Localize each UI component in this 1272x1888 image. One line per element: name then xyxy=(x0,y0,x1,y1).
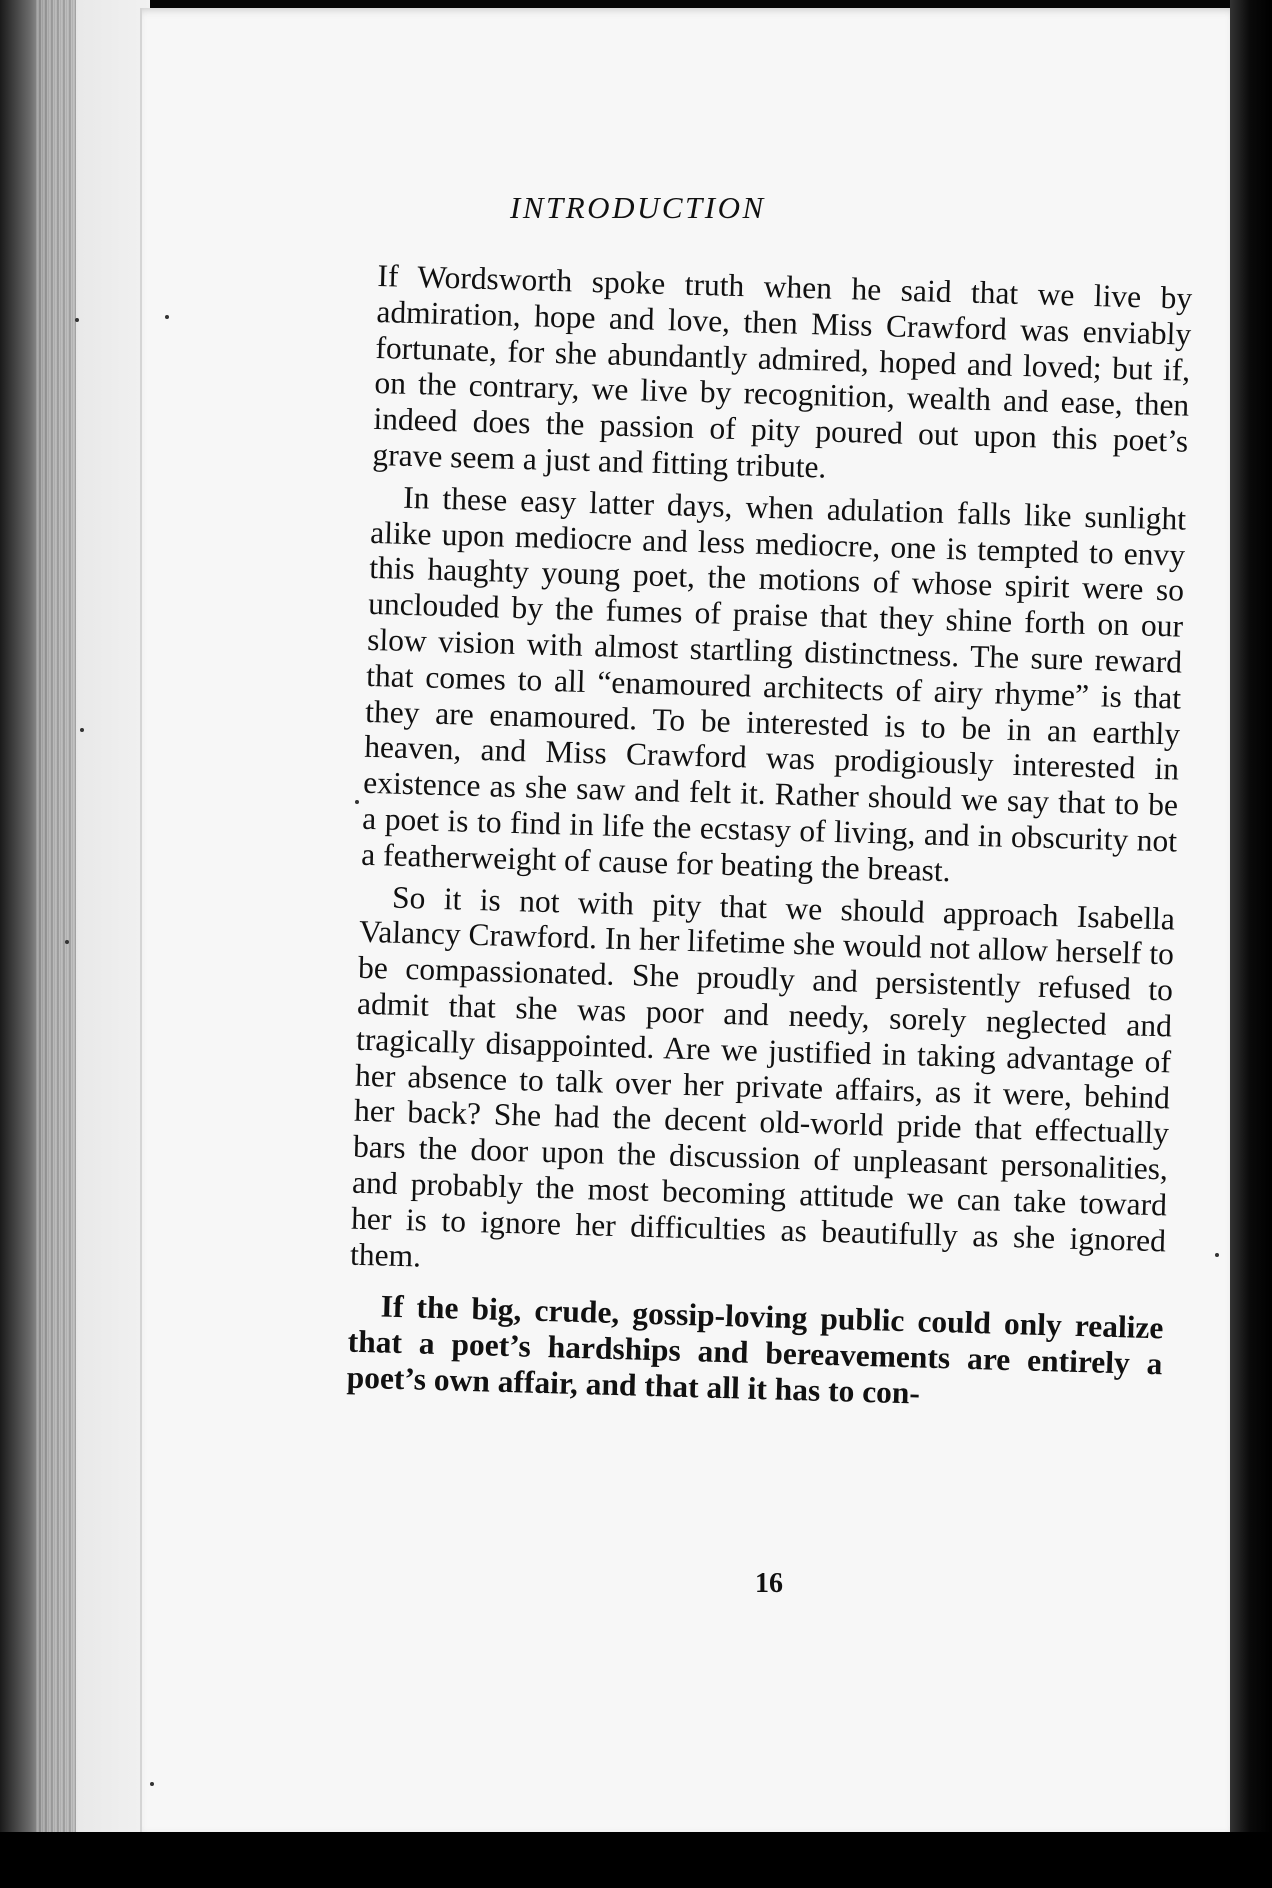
page-edges xyxy=(36,0,76,1888)
right-margin-shadow xyxy=(1230,0,1272,1888)
page-number: 16 xyxy=(755,1568,783,1599)
paragraph-1: If Wordsworth spoke truth when he said that we live by admiration, hope and love, then Miss Crawford was enviably fortunate, for she abundantly admired, hoped and loved; but if, on the contrary, we live by recognition, wealth and ease, then indeed does the passion of pity poured out upon this poet’s grave seem a just and fitting tribute. xyxy=(372,258,1193,485)
dust-speck xyxy=(1215,1253,1219,1257)
paragraph-3: So it is not with pity that we should approach Isabella Valancy Crawford. In her lifetime she would not allow herself to be compassionated. She proudly and persistently refused to admit that she was poor and needy, sorely neglected and tragically disappointed. Are we justified in taking advantage of her absence to talk over her private affairs, as it were, behind her back? She had the decent old-world pride that effectually bars the door upon the discussion of unpleasant personalities, and probably the most becoming attitude we can take toward her is to ignore her difficulties as beautifully as she ignored them. xyxy=(349,879,1176,1274)
paragraph-4: If the big, crude, gossip-loving public could only realize that a poet’s hardships and bereavements are entirely a poet’s own affair, and that all it has to con- xyxy=(346,1288,1164,1411)
dust-speck xyxy=(65,940,69,944)
running-head: INTRODUCTION xyxy=(510,190,766,225)
dust-speck xyxy=(355,800,359,804)
body-text xyxy=(346,258,1192,1418)
paragraph-2: In these easy latter days, when adulation falls like sunlight alike upon mediocre and less mediocre, one is tempted to envy this haughty young poet, the motions of whose spirit were so unclouded by the fumes of praise that they shine forth on our slow vision with almost startling distinctness. The sure reward that comes to all “enamoured architects of airy rhyme” is that they are enamoured. To be interested is to be in an earthly heaven, and Miss Crawford was prodigiously interested in existence as she saw and felt it. Rather should we say that to be a poet is to find in life the ecstasy of living, and in obscurity not a featherweight of cause for beating the breast. xyxy=(360,479,1187,888)
dust-speck xyxy=(165,315,169,319)
dust-speck xyxy=(80,728,84,732)
dust-speck xyxy=(75,318,79,322)
dust-speck xyxy=(150,1782,154,1786)
bottom-margin-shadow xyxy=(0,1832,1272,1888)
